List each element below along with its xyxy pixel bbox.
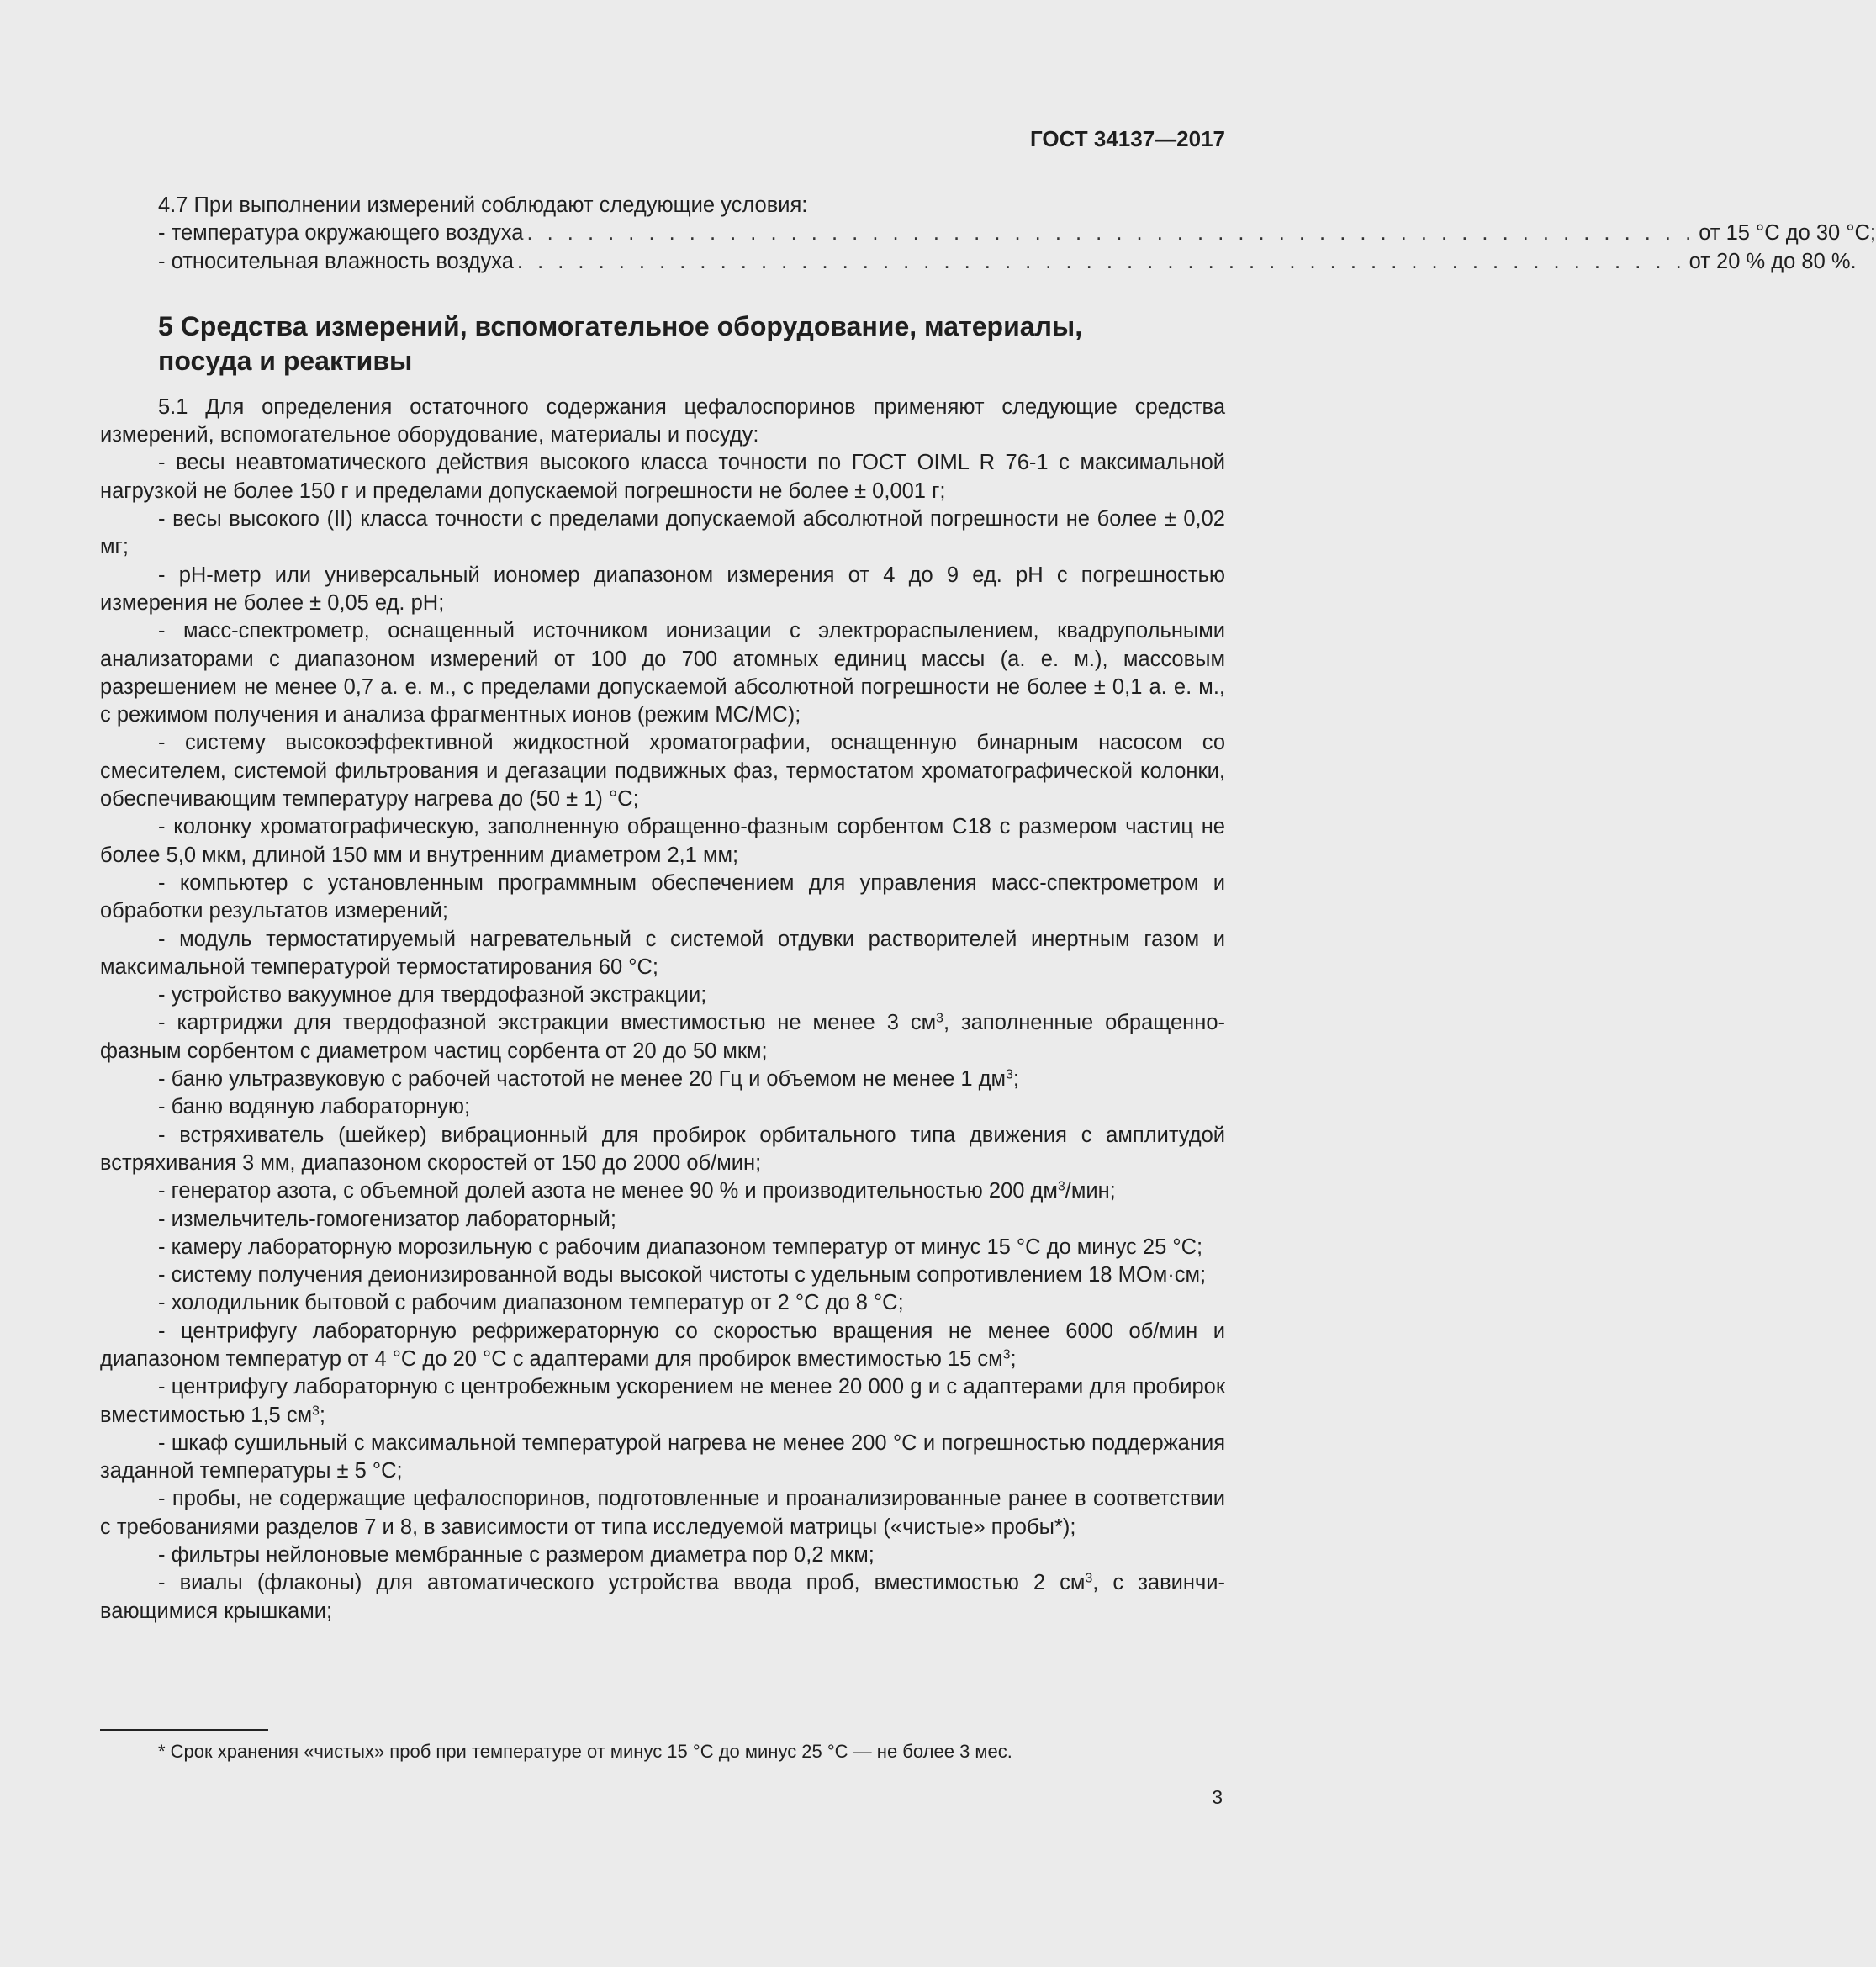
superscript: 3 <box>1085 1571 1093 1586</box>
list-item: - встряхиватель (шейкер) вибрационный для пробирок орбитального типа движения с амплитудой встряхивания 3 мм, диапазоном скоростей от 150 до 2000 об/мин; <box>100 1123 1225 1175</box>
condition-label: - относительная влажность воздуха <box>158 249 514 273</box>
section-5-heading <box>158 309 1225 378</box>
list-item-cartridges <box>100 1009 1225 1065</box>
superscript: 3 <box>1006 1067 1013 1082</box>
condition-value: от 20 % до 80 %. <box>1688 249 1857 273</box>
superscript: 3 <box>1057 1179 1065 1194</box>
text: ; <box>319 1403 325 1427</box>
list-item-centrifuge <box>100 1373 1225 1430</box>
list-item: - систему высокоэффективной жидкостной хроматографии, оснащенную бинарным насосом со смесителем, системой фильтрования и дегазации подвижных фаз, термостатом хроматографической колонки, обеспечивающим температуру нагрева до (50 ± 1) °C; <box>100 731 1225 812</box>
list-item-vials <box>100 1569 1225 1626</box>
list-item: - баню водяную лабораторную; <box>158 1095 471 1119</box>
page-content <box>100 192 1876 1626</box>
list-item: - весы неавтоматического действия высокого класса точности по ГОСТ OIML R 76-1 с максимальной нагрузкой не более 150 г и пределами допускаемой погрешности не более ± 0,001 г; <box>100 451 1225 503</box>
text: - виалы (флаконы) для автоматического устройства ввода проб, вместимостью 2 см <box>158 1571 1086 1595</box>
list-item: - масс-спектрометр, оснащенный источником ионизации с электрораспылением, квадрупольными анализаторами с диапазоном измерений от 100 до 700 атомных единиц массы (а. е. м.), массовым разрешением не менее 0,7 а. е. м., с пределами допускаемой абсолютной погрешности не более ± 0,1 а. е. м., с режимом получения и анализа фрагментных ионов (режим МС/МС); <box>100 619 1225 727</box>
list-item: - измельчитель-гомогенизатор лабораторный; <box>158 1207 616 1231</box>
list-item: - шкаф сушильный с максимальной температурой нагрева не менее 200 °C и погрешностью поддержания заданной температуры ± 5 °C; <box>100 1430 1225 1483</box>
text: - баню ультразвуковую с рабочей частотой не менее 20 Гц и объемом не менее 1 дм <box>158 1067 1007 1092</box>
heading-line: 5 Средства измерений, вспомогательное оборудование, материалы, <box>158 310 1083 341</box>
clause-4-7: 4.7 При выполнении измерений соблюдают следующие условия: <box>158 193 808 217</box>
list-item: - весы высокого (II) класса точности с пределами допускаемой абсолютной погрешности не более ± 0,02 мг; <box>100 507 1225 559</box>
text: , заполненные обращенно-фазным сорбентом с диаметром частиц сорбента от 20 до 50 мкм; <box>100 1011 1225 1063</box>
list-item: - пробы, не содержащие цефалоспоринов, подготовленные и проанализированные ранее в соответствии с требованиями разделов 7 и 8, в зависимости от типа исследуемой матрицы («чистые» пробы*); <box>100 1487 1225 1539</box>
superscript: 3 <box>312 1403 320 1418</box>
heading-line: посуда и реактивы <box>158 345 413 376</box>
list-item: - модуль термостатируемый нагревательный с системой отдувки растворителей инертным газом и максимальной температурой термостатирования 60 °C; <box>100 927 1225 979</box>
list-item-ultrasonic-bath <box>100 1065 1225 1093</box>
list-item: - устройство вакуумное для твердофазной экстракции; <box>158 983 707 1007</box>
condition-label: - температура окружающего воздуха <box>158 221 524 246</box>
superscript: 3 <box>1002 1347 1011 1362</box>
condition-value: от 15 °C до 30 °C; <box>1699 221 1876 246</box>
superscript: 3 <box>936 1011 943 1026</box>
footnote: * Срок хранения «чистых» проб при температуре от минус 15 °C до минус 25 °C — не более 3 мес. <box>158 1741 1012 1762</box>
list-item-nitrogen-generator <box>100 1177 1225 1205</box>
page-number: 3 <box>1212 1786 1223 1808</box>
footnote-divider <box>100 1729 268 1731</box>
list-item: - компьютер с установленным программным обеспечением для управления масс-спектрометром и обработки результатов измерений; <box>100 870 1225 923</box>
standard-designation: ГОСТ 34137—2017 <box>1030 126 1225 151</box>
text: - картриджи для твердофазной экстракции вместимостью не менее 3 см <box>158 1011 937 1035</box>
text: - центрифугу лабораторную рефрижераторную со скоростью вращения не менее 6000 об/мин и диапазоном температур от 4 °C до 20 °C с адаптерами для пробирок вместимостью 15 см <box>100 1319 1225 1371</box>
leader-dots: . . . . . . . . . . . . . . . . . . . . . . . . . . . . . . . . . . . . . . . . . . . . . . . . . . . . . . . . . . <box>526 221 1696 246</box>
condition-humidity <box>100 248 1857 276</box>
list-item-refrigerated-centrifuge <box>100 1318 1225 1374</box>
list-item: - pH-метр или универсальный иономер диапазоном измерения от 4 до 9 ед. pH с погрешностью измерения не более ± 0,05 ед. pH; <box>100 563 1225 615</box>
list-item: - систему получения деионизированной воды высокой чистоты с удельным сопротивлением 18 МОм·см; <box>158 1263 1207 1288</box>
text: - центрифугу лабораторную с центробежным ускорением не менее 20 000 g и с адаптерами для пробирок вместимостью 1,5 см <box>100 1375 1225 1427</box>
leader-dots: . . . . . . . . . . . . . . . . . . . . . . . . . . . . . . . . . . . . . . . . . . . . . . . . . . . . . . . . . . <box>516 249 1686 273</box>
text: - генератор азота, с объемной долей азота не менее 90 % и производительностью 200 дм <box>158 1179 1058 1203</box>
clause-5-1: 5.1 Для определения остаточного содержания цефалоспоринов применяют следующие средства измерений, вспомогательное оборудование, материалы и посуду: <box>100 394 1225 447</box>
list-item: - колонку хроматографическую, заполненную обращенно-фазным сорбентом С18 с размером частиц не более 5,0 мкм, длиной 150 мм и внутренним диаметром 2,1 мм; <box>100 815 1225 867</box>
text: ; <box>1012 1067 1019 1092</box>
list-item: - холодильник бытовой с рабочим диапазоном температур от 2 °C до 8 °C; <box>158 1291 904 1315</box>
text: ; <box>1010 1346 1017 1371</box>
text: /мин; <box>1065 1179 1116 1203</box>
condition-temperature <box>100 219 1876 247</box>
text: , с завинчивающимися крышками; <box>100 1571 1226 1623</box>
list-item: - камеру лабораторную морозильную с рабочим диапазоном температур от минус 15 °C до минус 25 °C; <box>158 1235 1203 1259</box>
list-item: - фильтры нейлоновые мембранные с размером диаметра пор 0,2 мкм; <box>158 1543 875 1568</box>
